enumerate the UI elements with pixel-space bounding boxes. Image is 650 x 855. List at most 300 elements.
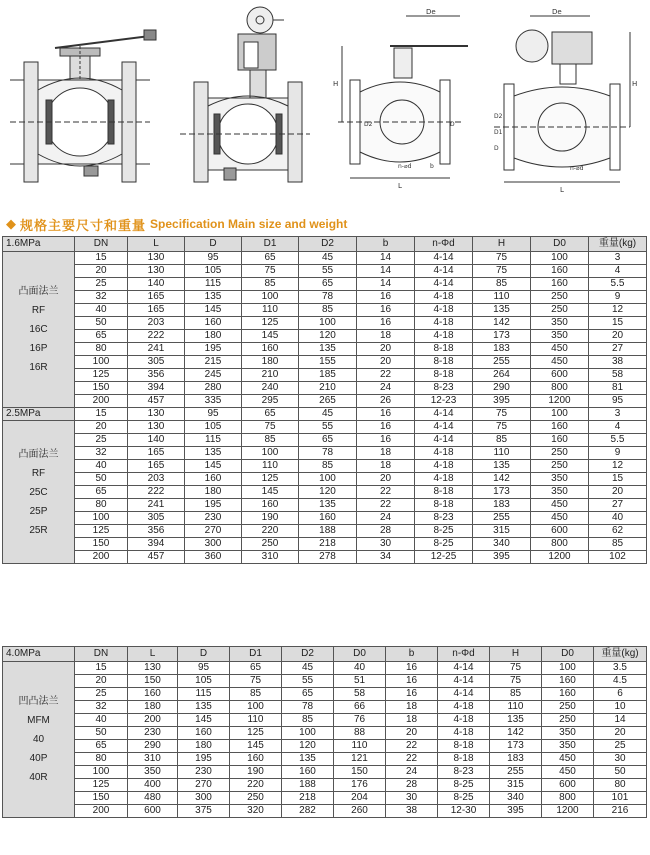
table-cell: 278 (299, 551, 357, 564)
table-cell: 190 (242, 512, 299, 525)
table-cell: 24 (357, 512, 415, 525)
table-cell: 9 (589, 447, 647, 460)
table-cell: 130 (128, 408, 185, 421)
table-cell: 250 (531, 447, 589, 460)
table-cell: 78 (299, 447, 357, 460)
table-cell: 395 (473, 551, 531, 564)
table-cell: 88 (334, 727, 386, 740)
table-cell: 280 (185, 382, 242, 395)
table-cell: 200 (75, 805, 128, 818)
table-cell: 241 (128, 343, 185, 356)
column-header: D (185, 237, 242, 252)
table-cell: 250 (531, 291, 589, 304)
table-cell: 160 (542, 688, 594, 701)
table-cell: 75 (473, 408, 531, 421)
table-cell: 22 (386, 753, 438, 766)
table-cell: 120 (282, 740, 334, 753)
table-cell: 241 (128, 499, 185, 512)
table-cell: 245 (185, 369, 242, 382)
table-cell: 450 (531, 499, 589, 512)
table-cell: 250 (531, 460, 589, 473)
table-cell: 3 (589, 408, 647, 421)
table-cell: 142 (490, 727, 542, 740)
table-row (3, 447, 647, 460)
flange-type-line: RF (31, 305, 46, 316)
table-cell: 22 (357, 486, 415, 499)
table-cell: 145 (242, 486, 299, 499)
table-cell: 32 (75, 701, 128, 714)
table-cell: 305 (128, 356, 185, 369)
table-cell: 100 (75, 766, 128, 779)
flange-type-label (3, 421, 75, 564)
spec-table-pn40 (2, 646, 647, 818)
table-row (3, 421, 647, 434)
table-cell: 140 (128, 434, 185, 447)
table-cell: 173 (473, 330, 531, 343)
column-header: n-Φd (415, 237, 473, 252)
table-cell: 4-14 (415, 408, 473, 421)
table-cell: 270 (185, 525, 242, 538)
table-cell: 110 (473, 291, 531, 304)
table-cell: 150 (334, 766, 386, 779)
table-cell: 100 (542, 662, 594, 675)
table-cell: 85 (299, 460, 357, 473)
table-cell: 204 (334, 792, 386, 805)
diamond-icon: ◆ (6, 216, 16, 232)
table-cell: 150 (75, 382, 128, 395)
table-cell: 394 (128, 538, 185, 551)
table-cell: 145 (230, 740, 282, 753)
table-cell: 600 (531, 369, 589, 382)
table-cell: 160 (299, 512, 357, 525)
table-cell: 160 (531, 421, 589, 434)
table-cell: 8-23 (415, 382, 473, 395)
column-header: D2 (299, 237, 357, 252)
table-cell: 183 (473, 499, 531, 512)
table-row (3, 356, 647, 369)
table-cell: 800 (542, 792, 594, 805)
table-cell: 10 (594, 701, 647, 714)
table-cell: 125 (75, 779, 128, 792)
table-cell: 173 (473, 486, 531, 499)
table-cell: 110 (473, 447, 531, 460)
table-cell: 200 (128, 714, 178, 727)
table-cell: 15 (75, 662, 128, 675)
table-cell: 100 (242, 447, 299, 460)
table-cell: 4-14 (415, 252, 473, 265)
table-cell: 55 (282, 675, 334, 688)
flange-type-line: 凹凸法兰 (18, 696, 59, 707)
table-cell: 8-18 (438, 753, 490, 766)
table-cell: 4-18 (415, 447, 473, 460)
table-cell: 250 (531, 304, 589, 317)
table-row (3, 460, 647, 473)
table-cell: 40 (334, 662, 386, 675)
table-cell: 5.5 (589, 434, 647, 447)
table-cell: 16 (357, 408, 415, 421)
flange-type-line: 16C (29, 324, 48, 335)
table-cell: 25 (75, 278, 128, 291)
table-cell: 100 (299, 473, 357, 486)
column-header: DN (75, 647, 128, 662)
column-header: DN (75, 237, 128, 252)
table-cell: 264 (473, 369, 531, 382)
table-cell: 218 (282, 792, 334, 805)
table-cell: 230 (128, 727, 178, 740)
table-row (3, 486, 647, 499)
table-cell: 315 (473, 525, 531, 538)
pressure-class-label: 1.6MPa (3, 237, 75, 252)
table-cell: 105 (185, 265, 242, 278)
table-cell: 110 (490, 701, 542, 714)
table-cell: 75 (242, 265, 299, 278)
table-cell: 65 (242, 408, 299, 421)
table-cell: 1200 (531, 551, 589, 564)
table-cell: 100 (75, 356, 128, 369)
table-row (3, 473, 647, 486)
flange-type-line: 40R (29, 772, 48, 783)
table-cell: 125 (230, 727, 282, 740)
table-cell: 135 (299, 343, 357, 356)
table-cell: 58 (589, 369, 647, 382)
table-cell: 15 (75, 408, 128, 421)
column-header: 重量(kg) (589, 237, 647, 252)
table-cell: 105 (178, 675, 230, 688)
table-cell: 66 (334, 701, 386, 714)
table-cell: 12 (589, 304, 647, 317)
table-cell: 80 (75, 343, 128, 356)
table-cell: 120 (299, 330, 357, 343)
table-cell: 4-18 (415, 317, 473, 330)
table-row (3, 252, 647, 265)
table-cell: 27 (589, 343, 647, 356)
flange-type-line: 25R (29, 524, 48, 536)
table-cell: 145 (185, 304, 242, 317)
table-cell: 4-14 (438, 675, 490, 688)
table-cell: 20 (589, 330, 647, 343)
column-header: H (473, 237, 531, 252)
table-cell: 51 (334, 675, 386, 688)
table-cell: 75 (490, 675, 542, 688)
table-cell: 350 (531, 486, 589, 499)
table-row (3, 538, 647, 551)
lever-valve-section-drawing (10, 6, 160, 194)
table-cell: 55 (299, 421, 357, 434)
flange-type-line: RF (31, 467, 46, 479)
h-label-2: H (632, 80, 638, 88)
table-cell: 218 (299, 538, 357, 551)
table-cell: 14 (357, 278, 415, 291)
lever-valve-dimension-drawing (330, 6, 480, 194)
table-cell: 4-18 (415, 291, 473, 304)
table-cell: 45 (299, 408, 357, 421)
table-cell: 600 (128, 805, 178, 818)
table-cell: 160 (128, 688, 178, 701)
table-cell: 260 (334, 805, 386, 818)
table-cell: 115 (178, 688, 230, 701)
table-cell: 18 (357, 447, 415, 460)
table-cell: 26 (357, 395, 415, 408)
table-cell: 600 (531, 525, 589, 538)
table-cell: 4 (589, 421, 647, 434)
table-cell: 310 (242, 551, 299, 564)
table-cell: 5.5 (589, 278, 647, 291)
table-cell: 290 (473, 382, 531, 395)
table-cell: 85 (490, 688, 542, 701)
table-cell: 195 (185, 343, 242, 356)
table-cell: 356 (128, 369, 185, 382)
table-cell: 76 (334, 714, 386, 727)
table-cell: 16 (386, 675, 438, 688)
table-cell: 265 (299, 395, 357, 408)
table-cell: 105 (185, 421, 242, 434)
table-cell: 165 (128, 291, 185, 304)
table-cell: 40 (75, 460, 128, 473)
table-cell: 12-23 (415, 395, 473, 408)
table-cell: 100 (75, 512, 128, 525)
table-cell: 14 (594, 714, 647, 727)
table-cell: 8-25 (438, 779, 490, 792)
table-cell: 350 (128, 766, 178, 779)
table-cell: 25 (75, 688, 128, 701)
table-cell: 40 (75, 714, 128, 727)
table-cell: 200 (75, 395, 128, 408)
d2-label-2: D2 (494, 113, 503, 120)
table-cell: 160 (178, 727, 230, 740)
table-cell: 50 (75, 317, 128, 330)
table-cell: 85 (473, 278, 531, 291)
section-title-zh: 规格主要尺寸和重量 (20, 218, 147, 234)
column-header: D2 (282, 647, 334, 662)
table-cell: 150 (75, 792, 128, 805)
table-cell: 75 (473, 421, 531, 434)
table-cell: 12 (589, 460, 647, 473)
table-cell: 160 (531, 265, 589, 278)
table-cell: 101 (594, 792, 647, 805)
table-row (3, 382, 647, 395)
table-row (3, 525, 647, 538)
table-cell: 110 (334, 740, 386, 753)
h-label: H (333, 80, 339, 88)
table-cell: 85 (242, 278, 299, 291)
table-cell: 135 (473, 460, 531, 473)
table-cell: 450 (542, 766, 594, 779)
flange-type-line: MFM (27, 715, 50, 726)
table-cell: 400 (128, 779, 178, 792)
table-cell: 135 (473, 304, 531, 317)
table-row (3, 304, 647, 317)
table-cell: 50 (594, 766, 647, 779)
technical-drawings (0, 0, 650, 198)
table-cell: 14 (357, 252, 415, 265)
table-cell: 135 (490, 714, 542, 727)
table-cell: 25 (594, 740, 647, 753)
table-cell: 18 (386, 701, 438, 714)
table-cell: 16 (357, 317, 415, 330)
table-cell: 4-14 (415, 278, 473, 291)
table-cell: 135 (185, 447, 242, 460)
flange-type-line: 16P (29, 343, 48, 354)
table-cell: 295 (242, 395, 299, 408)
d-label-2: D (494, 145, 499, 152)
table-cell: 30 (594, 753, 647, 766)
table-cell: 185 (299, 369, 357, 382)
column-header: D1 (242, 237, 299, 252)
table-cell: 80 (594, 779, 647, 792)
table-row (3, 317, 647, 330)
de-label-2: De (552, 8, 562, 16)
table-cell: 18 (357, 460, 415, 473)
table-cell: 95 (185, 252, 242, 265)
table-cell: 203 (128, 473, 185, 486)
table-cell: 8-25 (415, 525, 473, 538)
table-cell: 85 (589, 538, 647, 551)
table-cell: 16 (357, 304, 415, 317)
table-cell: 130 (128, 252, 185, 265)
table-cell: 180 (178, 740, 230, 753)
table-row (3, 766, 647, 779)
table-cell: 130 (128, 265, 185, 278)
flange-type-line: 16R (29, 362, 48, 373)
d-label: D (450, 121, 455, 128)
table-row (3, 499, 647, 512)
table-cell: 394 (128, 382, 185, 395)
table-cell: 85 (242, 434, 299, 447)
table-cell: 20 (589, 486, 647, 499)
table-cell: 3.5 (594, 662, 647, 675)
table-cell: 200 (75, 551, 128, 564)
table-cell: 130 (128, 662, 178, 675)
table-cell: 65 (230, 662, 282, 675)
table-cell: 255 (473, 512, 531, 525)
table-cell: 800 (531, 538, 589, 551)
table-cell: 75 (242, 421, 299, 434)
table-cell: 4-18 (415, 460, 473, 473)
table-cell: 78 (299, 291, 357, 304)
flange-type-line: 25P (29, 505, 48, 517)
table-row (3, 779, 647, 792)
table-row (3, 369, 647, 382)
table-cell: 255 (473, 356, 531, 369)
table-cell: 3 (589, 252, 647, 265)
de-label: De (426, 8, 436, 16)
table-cell: 85 (299, 304, 357, 317)
table-cell: 85 (230, 688, 282, 701)
table-cell: 100 (299, 317, 357, 330)
table-cell: 110 (242, 460, 299, 473)
table-cell: 27 (589, 499, 647, 512)
table-cell: 85 (282, 714, 334, 727)
table-row (3, 291, 647, 304)
column-header: L (128, 647, 178, 662)
table-cell: 4.5 (594, 675, 647, 688)
column-header: b (386, 647, 438, 662)
table-cell: 40 (75, 304, 128, 317)
table-cell: 65 (75, 740, 128, 753)
table-row (3, 675, 647, 688)
table-row (3, 395, 647, 408)
table-cell: 160 (230, 753, 282, 766)
table-cell: 75 (490, 662, 542, 675)
table-cell: 12-25 (415, 551, 473, 564)
table-cell: 165 (128, 447, 185, 460)
table-cell: 125 (75, 525, 128, 538)
table-cell: 190 (230, 766, 282, 779)
table-cell: 38 (386, 805, 438, 818)
column-header: D0 (542, 647, 594, 662)
table-cell: 4-14 (415, 421, 473, 434)
table-cell: 80 (75, 753, 128, 766)
table-cell: 356 (128, 525, 185, 538)
table-cell: 203 (128, 317, 185, 330)
table-row (3, 343, 647, 356)
table-cell: 135 (299, 499, 357, 512)
table-cell: 100 (242, 291, 299, 304)
table-cell: 350 (531, 317, 589, 330)
table-cell: 160 (542, 675, 594, 688)
l-label-2: L (560, 186, 564, 194)
table-cell: 130 (128, 421, 185, 434)
table-cell: 38 (589, 356, 647, 369)
table-cell: 95 (589, 395, 647, 408)
table-cell: 350 (531, 330, 589, 343)
l-label: L (398, 182, 402, 190)
table-row (3, 434, 647, 447)
table-cell: 25 (75, 434, 128, 447)
table-cell: 85 (473, 434, 531, 447)
table-cell: 270 (178, 779, 230, 792)
table-cell: 180 (185, 330, 242, 343)
table-cell: 395 (473, 395, 531, 408)
table-cell: 8-18 (415, 343, 473, 356)
table-cell: 160 (531, 434, 589, 447)
table-cell: 300 (185, 538, 242, 551)
table-cell: 4-14 (438, 662, 490, 675)
table-cell: 140 (128, 278, 185, 291)
d2-label: D2 (364, 121, 373, 128)
table-cell: 65 (75, 330, 128, 343)
table-cell: 75 (473, 252, 531, 265)
table-cell: 4-18 (415, 473, 473, 486)
table-cell: 65 (299, 278, 357, 291)
table-cell: 480 (128, 792, 178, 805)
table-cell: 50 (75, 727, 128, 740)
table-cell: 81 (589, 382, 647, 395)
table-cell: 14 (357, 265, 415, 278)
table-cell: 62 (589, 525, 647, 538)
table-cell: 80 (75, 499, 128, 512)
table-row (3, 265, 647, 278)
table-cell: 340 (490, 792, 542, 805)
table-cell: 450 (542, 753, 594, 766)
table-cell: 8-25 (438, 792, 490, 805)
table-row (3, 512, 647, 525)
table-cell: 32 (75, 447, 128, 460)
table-cell: 16 (357, 434, 415, 447)
table-row (3, 727, 647, 740)
table-cell: 4-18 (438, 714, 490, 727)
flange-type-line: 25C (29, 486, 48, 498)
table-cell: 4 (589, 265, 647, 278)
table-cell: 110 (242, 304, 299, 317)
table-cell: 4-14 (438, 688, 490, 701)
table-cell: 600 (542, 779, 594, 792)
table-cell: 4-18 (438, 727, 490, 740)
table-cell: 110 (230, 714, 282, 727)
table-cell: 320 (230, 805, 282, 818)
table-cell: 15 (75, 252, 128, 265)
table-cell: 18 (386, 714, 438, 727)
